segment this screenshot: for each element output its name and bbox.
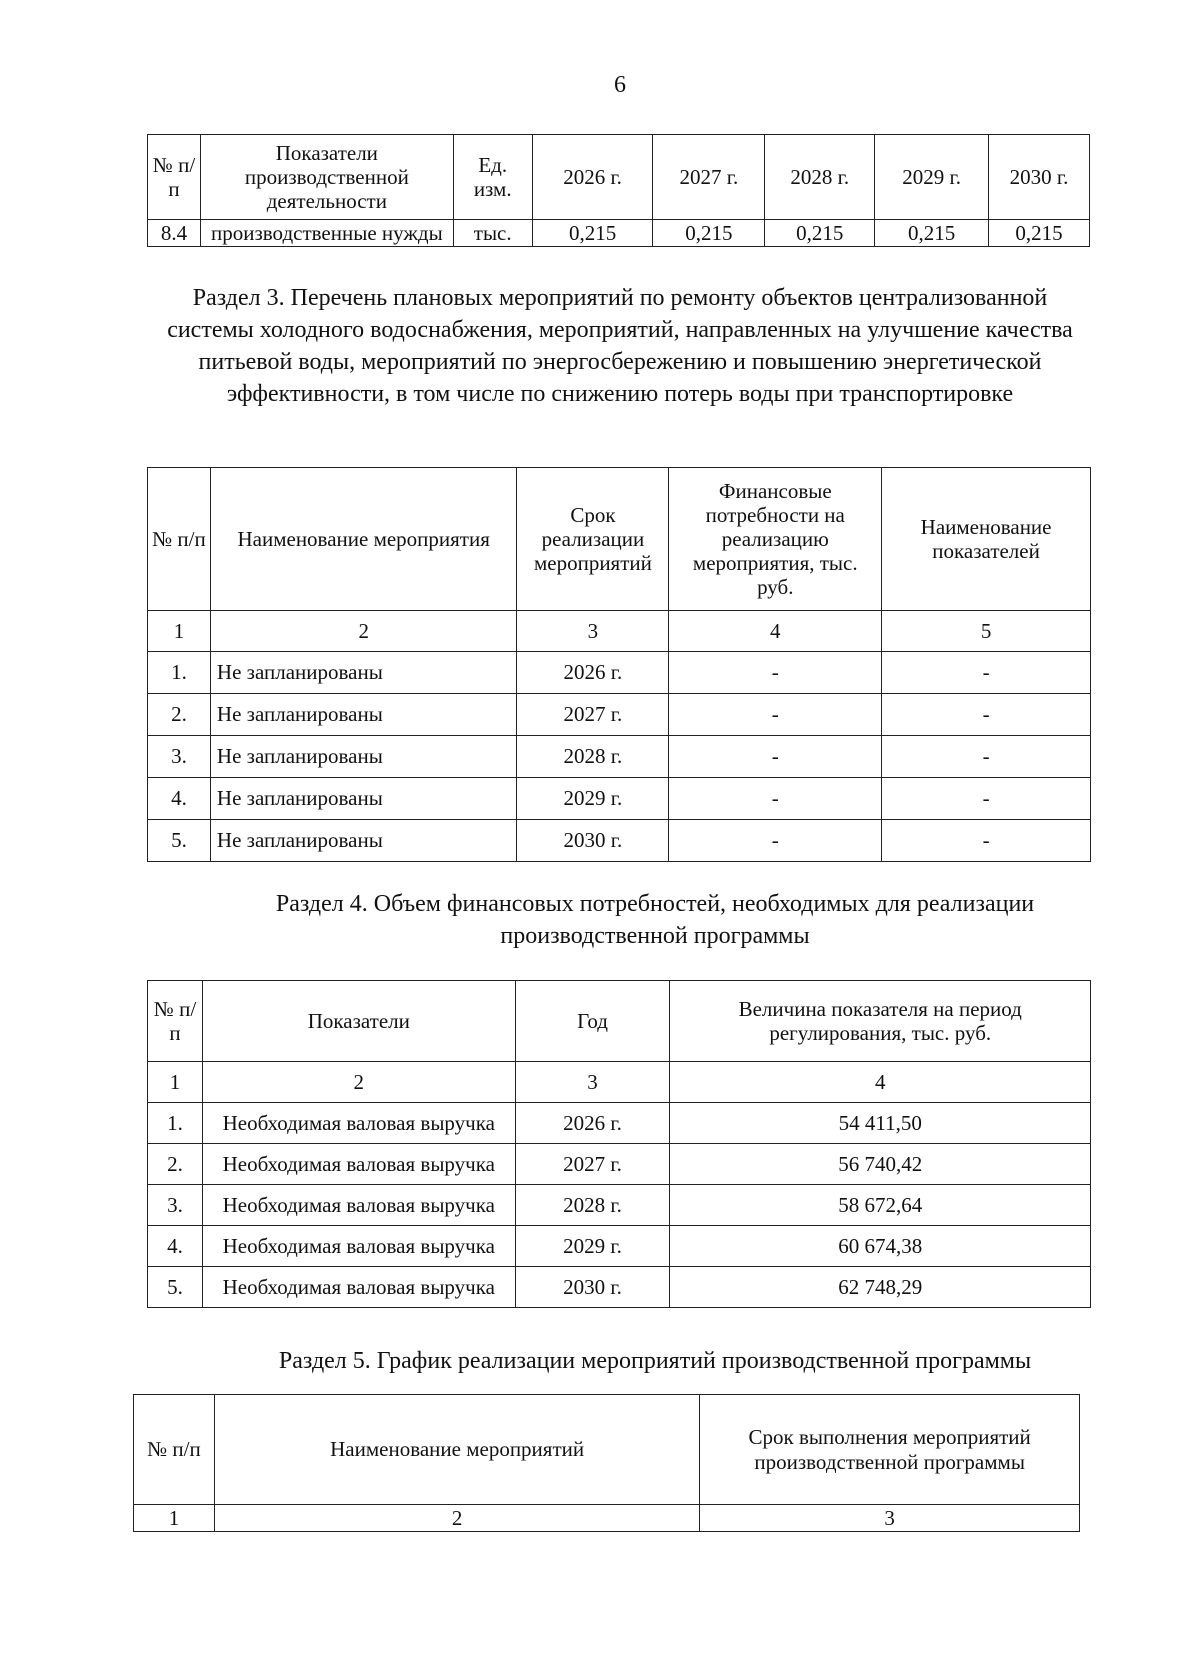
table-cell: 0,215	[653, 220, 765, 247]
section3-table	[147, 467, 1091, 862]
table-cell: 5.	[148, 1267, 203, 1308]
header-cell: 2029 г.	[875, 135, 989, 220]
table-cell: 5.	[148, 820, 211, 862]
column-number: 3	[700, 1505, 1080, 1532]
table-cell: -	[882, 778, 1091, 820]
table-row	[148, 736, 1091, 778]
table-row	[148, 694, 1091, 736]
table-cell: 2027 г.	[515, 1144, 670, 1185]
header-cell: Год	[515, 981, 670, 1062]
table-cell: 2028 г.	[515, 1185, 670, 1226]
table-cell: Необходимая валовая выручка	[202, 1103, 515, 1144]
header-cell: № п/п	[148, 468, 211, 611]
table-cell: Необходимая валовая выручка	[202, 1144, 515, 1185]
column-number: 1	[148, 611, 211, 652]
table-cell: 0,215	[532, 220, 653, 247]
column-number: 2	[202, 1062, 515, 1103]
table-cell: Необходимая валовая выручка	[202, 1226, 515, 1267]
column-number: 4	[670, 1062, 1091, 1103]
header-cell: Наименование мероприятий	[214, 1395, 699, 1505]
table-cell: 4.	[148, 778, 211, 820]
header-cell: Наименование показателей	[882, 468, 1091, 611]
table-cell: 58 672,64	[670, 1185, 1091, 1226]
header-cell: № п/п	[148, 135, 201, 220]
table-cell: 0,215	[765, 220, 875, 247]
table-row	[148, 1103, 1091, 1144]
table-cell: Не запланированы	[210, 694, 517, 736]
table-cell: 56 740,42	[670, 1144, 1091, 1185]
table-cell: 2027 г.	[517, 694, 669, 736]
table-cell: 60 674,38	[670, 1226, 1091, 1267]
section4-table	[147, 980, 1091, 1308]
table-cell: -	[882, 820, 1091, 862]
table-row	[148, 1144, 1091, 1185]
table-cell: Необходимая валовая выручка	[202, 1185, 515, 1226]
table-row	[148, 220, 1090, 247]
table-cell: 2.	[148, 1144, 203, 1185]
table-cell: 2029 г.	[515, 1226, 670, 1267]
table-cell: -	[669, 694, 882, 736]
column-number: 3	[515, 1062, 670, 1103]
header-cell: 2028 г.	[765, 135, 875, 220]
indicators-table	[147, 134, 1090, 247]
column-number: 1	[134, 1505, 215, 1532]
table-row	[148, 778, 1091, 820]
table-cell: 1.	[148, 652, 211, 694]
table-cell: Не запланированы	[210, 778, 517, 820]
header-cell: 2030 г.	[989, 135, 1090, 220]
table-cell: Не запланированы	[210, 652, 517, 694]
column-number-row	[134, 1505, 1080, 1532]
table-cell: Не запланированы	[210, 820, 517, 862]
column-number: 1	[148, 1062, 203, 1103]
table-row	[148, 820, 1091, 862]
table-cell: 8.4	[148, 220, 201, 247]
table-row	[148, 1267, 1091, 1308]
page-number: 6	[614, 72, 626, 98]
table-header-row	[148, 468, 1091, 611]
header-cell: Срок выполнения мероприятий производственной программы	[700, 1395, 1080, 1505]
column-number: 2	[214, 1505, 699, 1532]
column-number-row	[148, 1062, 1091, 1103]
column-number: 2	[210, 611, 517, 652]
table-cell: 4.	[148, 1226, 203, 1267]
column-number: 4	[669, 611, 882, 652]
header-cell: № п/п	[134, 1395, 215, 1505]
table-cell: -	[882, 652, 1091, 694]
table-cell: 2030 г.	[517, 820, 669, 862]
table-cell: -	[882, 736, 1091, 778]
table-cell: 1.	[148, 1103, 203, 1144]
header-cell: 2027 г.	[653, 135, 765, 220]
table-cell: 0,215	[875, 220, 989, 247]
table-header-row	[134, 1395, 1080, 1505]
header-cell: Ед. изм.	[453, 135, 532, 220]
table-row	[148, 1185, 1091, 1226]
header-cell: № п/п	[148, 981, 203, 1062]
section5-title: Раздел 5. График реализации мероприятий производственной программы	[278, 1348, 1032, 1374]
table-cell: 3.	[148, 736, 211, 778]
column-number: 3	[517, 611, 669, 652]
table-cell: -	[669, 778, 882, 820]
table-cell: 62 748,29	[670, 1267, 1091, 1308]
table-cell: производственные нужды	[200, 220, 453, 247]
table-cell: 2026 г.	[515, 1103, 670, 1144]
header-cell: Величина показателя на период регулирования, тыс. руб.	[670, 981, 1091, 1062]
table-cell: тыс.	[453, 220, 532, 247]
header-cell: Срок реализации мероприятий	[517, 468, 669, 611]
header-cell: Наименование мероприятия	[210, 468, 517, 611]
table-header-row	[148, 981, 1091, 1062]
table-cell: 2.	[148, 694, 211, 736]
section3-title: Раздел 3. Перечень плановых мероприятий по ремонту объектов централизованной системы холодного водоснабжения, мероприятий, направленных на улучшение качества питьевой воды, мероприятий по энергосбережению и повышению энергетической эффективности, в том числе по снижению потерь воды при транспортировке	[167, 285, 1073, 407]
column-number: 5	[882, 611, 1091, 652]
table-cell: 2029 г.	[517, 778, 669, 820]
table-cell: 54 411,50	[670, 1103, 1091, 1144]
table-cell: Необходимая валовая выручка	[202, 1267, 515, 1308]
header-cell: Показатели производственной деятельности	[200, 135, 453, 220]
table-cell: -	[882, 694, 1091, 736]
section5-table	[133, 1394, 1080, 1532]
table-cell: -	[669, 820, 882, 862]
table-header-row	[148, 135, 1090, 220]
section4-title: Раздел 4. Объем финансовых потребностей, необходимых для реализации производственной программы	[275, 891, 1035, 949]
column-number-row	[148, 611, 1091, 652]
table-cell: 0,215	[989, 220, 1090, 247]
table-cell: 3.	[148, 1185, 203, 1226]
table-row	[148, 1226, 1091, 1267]
table-row	[148, 652, 1091, 694]
header-cell: Показатели	[202, 981, 515, 1062]
table-cell: 2030 г.	[515, 1267, 670, 1308]
header-cell: Финансовые потребности на реализацию мероприятия, тыс. руб.	[669, 468, 882, 611]
table-cell: 2028 г.	[517, 736, 669, 778]
table-cell: 2026 г.	[517, 652, 669, 694]
table-cell: -	[669, 652, 882, 694]
header-cell: 2026 г.	[532, 135, 653, 220]
table-cell: Не запланированы	[210, 736, 517, 778]
table-cell: -	[669, 736, 882, 778]
